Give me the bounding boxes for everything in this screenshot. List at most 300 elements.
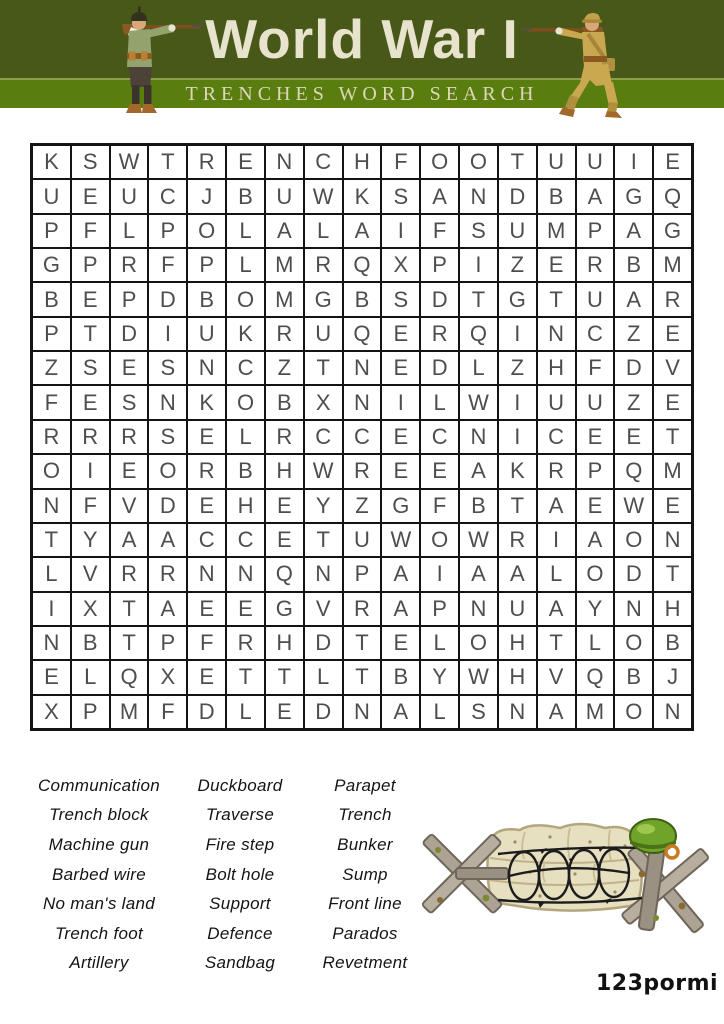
grid-cell: I [615,146,652,178]
grid-cell: U [111,180,148,212]
grid-cell: E [33,661,70,693]
word-list-item: Parados [332,923,398,943]
grid-cell: A [344,215,381,247]
grid-cell: S [111,386,148,418]
grid-cell: J [188,180,225,212]
word-list-column [178,771,302,978]
grid-cell: A [421,180,458,212]
grid-cell: H [266,627,303,659]
word-list-item: Defence [207,923,273,943]
grid-cell: M [111,696,148,728]
word-list-item: Traverse [205,805,275,825]
grid-cell: E [654,318,691,350]
grid-cell: N [188,352,225,384]
grid-cell: E [111,352,148,384]
word-list-item: Trench [338,805,392,825]
grid-cell: I [382,215,419,247]
word-list-item: Duckboard [197,775,283,795]
grid-cell: B [266,386,303,418]
grid-cell: O [188,215,225,247]
grid-cell: L [421,696,458,728]
grid-cell: L [33,558,70,590]
grid-cell: N [149,386,186,418]
grid-cell: A [382,558,419,590]
grid-cell: V [305,593,342,625]
grid-cell: V [72,558,109,590]
grid-cell: E [654,490,691,522]
word-list-item: Bunker [337,834,393,854]
grid-cell: M [577,696,614,728]
grid-cell: K [227,318,264,350]
grid-cell: S [382,283,419,315]
grid-cell: Q [460,318,497,350]
grid-cell: R [421,318,458,350]
grid-cell: B [344,283,381,315]
grid-cell: O [33,455,70,487]
grid-cell: L [460,352,497,384]
grid-cell: R [72,421,109,453]
grid-cell: Z [344,490,381,522]
grid-cell: T [33,524,70,556]
grid-cell: F [577,352,614,384]
word-list-item: Support [209,894,271,914]
grid-cell: A [460,558,497,590]
grid-cell: U [577,146,614,178]
grid-cell: I [499,421,536,453]
grid-cell: S [460,696,497,728]
grid-cell: T [305,352,342,384]
grid-cell: D [111,318,148,350]
grid-cell: E [72,283,109,315]
grid-cell: U [188,318,225,350]
grid-cell: F [33,386,70,418]
grid-cell: R [227,627,264,659]
grid-cell: O [615,524,652,556]
word-list-item: Sump [342,864,388,884]
grid-cell: E [382,627,419,659]
grid-cell: B [654,627,691,659]
grid-cell: W [460,524,497,556]
grid-cell: J [654,661,691,693]
grid-cell: P [33,318,70,350]
grid-cell: L [72,661,109,693]
grid-cell: P [149,627,186,659]
grid-cell: L [421,627,458,659]
grid-cell: M [266,249,303,281]
grid-cell: G [305,283,342,315]
word-list-item: Revetment [322,953,408,973]
word-list-item: Trench block [49,805,149,825]
grid-cell: P [421,593,458,625]
grid-cell: T [538,627,575,659]
grid-cell: W [305,180,342,212]
grid-cell: F [149,696,186,728]
word-list-item: Parapet [334,775,396,795]
grid-cell: E [538,249,575,281]
grid-cell: A [382,593,419,625]
grid-cell: T [654,558,691,590]
grid-cell: Y [577,593,614,625]
grid-cell: Z [615,318,652,350]
grid-cell: H [499,627,536,659]
grid-cell: S [382,180,419,212]
grid-cell: U [344,524,381,556]
grid-cell: F [72,215,109,247]
grid-cell: Z [33,352,70,384]
grid-cell: A [111,524,148,556]
grid-cell: Q [654,180,691,212]
grid-cell: C [421,421,458,453]
grid-cell: G [615,180,652,212]
grid-cell: E [421,455,458,487]
grid-cell: A [538,593,575,625]
grid-cell: T [344,627,381,659]
grid-cell: U [577,386,614,418]
grid-cell: R [111,249,148,281]
grid-cell: E [227,146,264,178]
grid-cell: N [654,524,691,556]
grid-cell: D [499,180,536,212]
grid-cell: E [577,490,614,522]
grid-cell: P [149,215,186,247]
grid-cell: A [615,215,652,247]
grid-cell: F [72,490,109,522]
word-list-item: No man's land [42,894,156,914]
grid-cell: Z [499,352,536,384]
grid-cell: X [305,386,342,418]
grid-cell: Z [266,352,303,384]
word-list-item: Fire step [205,834,275,854]
grid-cell: A [266,215,303,247]
word-list-item: Trench foot [54,923,144,943]
grid-cell: T [654,421,691,453]
grid-cell: R [344,593,381,625]
grid-cell: Q [577,661,614,693]
grid-cell: R [266,421,303,453]
grid-cell: G [266,593,303,625]
grid-cell: B [33,283,70,315]
grid-cell: I [538,524,575,556]
grid-cell: R [344,455,381,487]
grid-cell: K [188,386,225,418]
grid-cell: R [266,318,303,350]
word-list-item: Bolt hole [205,864,275,884]
grid-cell: D [149,490,186,522]
grid-cell: E [382,318,419,350]
grid-cell: G [382,490,419,522]
grid-cell: L [305,215,342,247]
grid-cell: W [615,490,652,522]
grid-cell: L [111,215,148,247]
grid-cell: N [305,558,342,590]
grid-cell: O [149,455,186,487]
grid-cell: M [654,455,691,487]
grid-cell: X [382,249,419,281]
grid-cell: T [538,283,575,315]
grid-cell: D [615,558,652,590]
grid-cell: S [149,421,186,453]
grid-cell: R [499,524,536,556]
word-list-item: Barbed wire [51,864,146,884]
grid-cell: U [538,146,575,178]
grid-cell: D [305,627,342,659]
grid-cell: O [615,696,652,728]
grid-cell: R [33,421,70,453]
grid-cell: M [538,215,575,247]
grid-cell: Q [266,558,303,590]
grid-cell: X [33,696,70,728]
grid-cell: R [111,421,148,453]
grid-cell: H [227,490,264,522]
grid-cell: R [188,455,225,487]
grid-cell: T [499,146,536,178]
grid-cell: I [149,318,186,350]
grid-cell: E [577,421,614,453]
grid-cell: D [149,283,186,315]
grid-cell: T [111,593,148,625]
grid-cell: E [72,180,109,212]
grid-cell: L [421,386,458,418]
grid-cell: C [344,421,381,453]
grid-cell: N [460,421,497,453]
grid-cell: R [111,558,148,590]
grid-cell: S [460,215,497,247]
grid-cell: T [266,661,303,693]
grid-cell: E [188,490,225,522]
grid-cell: O [577,558,614,590]
grid-cell: F [421,215,458,247]
word-list-item: Communication [37,775,160,795]
grid-cell: I [421,558,458,590]
grid-cell: A [538,490,575,522]
grid-cell: B [227,180,264,212]
grid-cell: W [460,386,497,418]
grid-cell: Q [344,318,381,350]
grid-cell: D [421,352,458,384]
grid-cell: Z [499,249,536,281]
grid-cell: B [227,455,264,487]
grid-cell: R [188,146,225,178]
grid-cell: L [577,627,614,659]
grid-cell: C [305,421,342,453]
grid-cell: T [227,661,264,693]
grid-cell: A [538,696,575,728]
grid-cell: C [577,318,614,350]
grid-cell: H [344,146,381,178]
word-list [20,771,430,978]
grid-cell: V [111,490,148,522]
grid-cell: N [499,696,536,728]
soldier-right-icon [518,6,650,118]
grid-cell: A [577,180,614,212]
grid-cell: W [111,146,148,178]
word-list-item: Machine gun [48,834,150,854]
grid-cell: W [305,455,342,487]
grid-cell: W [382,524,419,556]
grid-cell: O [460,146,497,178]
grid-cell: P [72,696,109,728]
grid-cell: E [227,593,264,625]
grid-cell: N [538,318,575,350]
grid-cell: U [538,386,575,418]
grid-cell: F [188,627,225,659]
grid-cell: E [266,524,303,556]
grid-cell: C [188,524,225,556]
grid-cell: E [654,386,691,418]
grid-cell: C [538,421,575,453]
grid-cell: T [72,318,109,350]
grid-cell: N [344,696,381,728]
grid-cell: M [266,283,303,315]
grid-cell: Q [344,249,381,281]
grid-cell: I [499,318,536,350]
grid-cell: N [227,558,264,590]
grid-cell: E [654,146,691,178]
grid-cell: O [227,386,264,418]
grid-cell: H [266,455,303,487]
grid-cell: R [149,558,186,590]
word-search-grid [30,143,694,731]
grid-cell: I [72,455,109,487]
grid-cell: F [382,146,419,178]
grid-cell: L [305,661,342,693]
grid-cell: V [654,352,691,384]
grid-cell: A [615,283,652,315]
grid-cell: Y [421,661,458,693]
grid-cell: Y [72,524,109,556]
grid-cell: L [227,421,264,453]
grid-cell: P [344,558,381,590]
grid-cell: B [538,180,575,212]
grid-cell: S [149,352,186,384]
grid-cell: E [382,421,419,453]
grid-cell: R [538,455,575,487]
grid-cell: B [382,661,419,693]
grid-cell: U [33,180,70,212]
grid-cell: Y [305,490,342,522]
grid-cell: E [266,490,303,522]
grid-cell: C [227,352,264,384]
grid-cell: U [499,593,536,625]
grid-cell: G [33,249,70,281]
grid-cell: O [615,627,652,659]
grid-cell: F [421,490,458,522]
grid-cell: D [305,696,342,728]
grid-cell: N [615,593,652,625]
grid-cell: T [149,146,186,178]
grid-cell: A [382,696,419,728]
grid-cell: N [344,386,381,418]
grid-cell: N [654,696,691,728]
grid-cell: X [149,661,186,693]
grid-cell: T [344,661,381,693]
grid-cell: E [111,455,148,487]
page-title: World War I [205,8,519,70]
grid-cell: B [72,627,109,659]
grid-cell: E [188,421,225,453]
grid-cell: P [577,455,614,487]
grid-cell: G [654,215,691,247]
grid-cell: D [615,352,652,384]
grid-cell: B [615,661,652,693]
grid-cell: N [344,352,381,384]
grid-cell: R [305,249,342,281]
grid-cell: K [344,180,381,212]
grid-cell: K [499,455,536,487]
grid-cell: U [305,318,342,350]
soldier-left-icon [88,5,206,117]
grid-cell: E [266,696,303,728]
wooden-cross-left-icon [422,834,508,914]
grid-cell: Q [615,455,652,487]
grid-cell: L [227,215,264,247]
brand-logo: 123pormi [596,971,719,996]
grid-cell: E [382,352,419,384]
grid-cell: T [499,490,536,522]
grid-cell: L [538,558,575,590]
grid-cell: E [615,421,652,453]
grid-cell: U [499,215,536,247]
grid-cell: T [305,524,342,556]
grid-cell: H [538,352,575,384]
grid-cell: W [460,661,497,693]
grid-cell: O [421,146,458,178]
grid-cell: T [460,283,497,315]
grid-cell: N [460,593,497,625]
grid-cell: E [72,386,109,418]
grid-cell: E [188,593,225,625]
word-list-column [302,771,428,978]
grid-cell: N [33,627,70,659]
grid-cell: C [149,180,186,212]
grid-cell: P [33,215,70,247]
grid-cell: A [499,558,536,590]
grid-cell: I [382,386,419,418]
grid-cell: S [72,352,109,384]
grid-cell: V [538,661,575,693]
grid-cell: N [33,490,70,522]
grid-cell: H [654,593,691,625]
grid-cell: C [227,524,264,556]
grid-cell: B [615,249,652,281]
trench-barricade-illustration [420,802,724,972]
grid-cell: F [149,249,186,281]
word-list-item: Artillery [69,953,129,973]
word-list-column [20,771,178,978]
grid-cell: B [188,283,225,315]
grid-cell: C [305,146,342,178]
grid-cell: O [227,283,264,315]
grid-cell: X [72,593,109,625]
grid-cell: A [460,455,497,487]
page-subtitle: TRENCHES WORD SEARCH [185,83,539,105]
grid-cell: R [577,249,614,281]
grid-cell: O [421,524,458,556]
grid-cell: I [460,249,497,281]
grid-cell: G [499,283,536,315]
grid-cell: Z [615,386,652,418]
word-list-item: Front line [328,894,402,914]
grid-cell: E [382,455,419,487]
grid-cell: R [654,283,691,315]
grid-cell: P [72,249,109,281]
grid-cell: A [577,524,614,556]
word-list-item: Sandbag [204,953,276,973]
grid-cell: A [149,593,186,625]
grid-cell: Q [111,661,148,693]
grid-cell: P [421,249,458,281]
grid-cell: L [227,249,264,281]
